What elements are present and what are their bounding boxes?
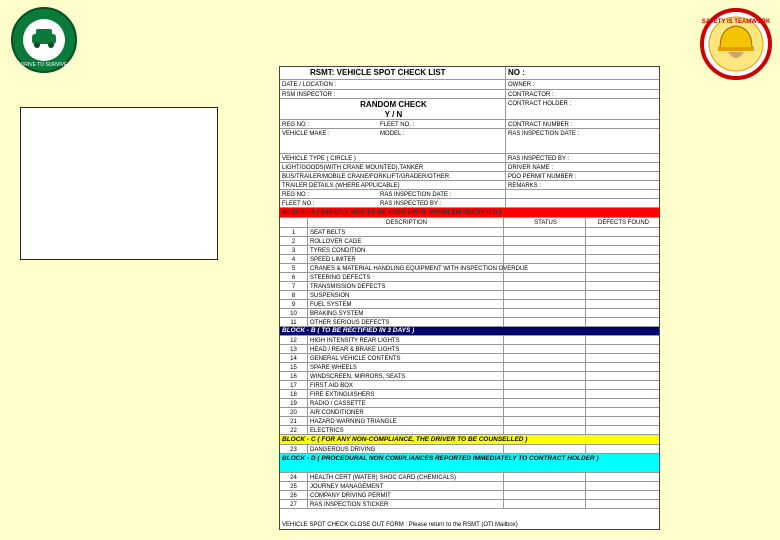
item-defects-cell[interactable]: [586, 228, 659, 236]
table-row: [280, 354, 659, 363]
item-defects-cell[interactable]: [586, 426, 659, 434]
item-description: STEERING DEFECTS: [308, 273, 504, 281]
item-status-cell[interactable]: [504, 246, 586, 254]
driver-name-field[interactable]: DRIVER NAME :: [508, 165, 554, 171]
item-status-cell[interactable]: [504, 445, 586, 453]
item-defects-cell[interactable]: [586, 237, 659, 245]
vehicle-make-field[interactable]: VEHICLE MAKE :: [282, 131, 330, 137]
form-row-vehicle-type: [280, 154, 659, 163]
item-number: 10: [280, 309, 308, 317]
form-no-label: NO :: [508, 68, 525, 77]
item-status-cell[interactable]: [504, 318, 586, 326]
item-status-cell[interactable]: [504, 473, 586, 481]
item-number: 9: [280, 300, 308, 308]
table-row: [280, 426, 659, 435]
item-status-cell[interactable]: [504, 345, 586, 353]
item-defects-cell[interactable]: [586, 291, 659, 299]
table-row: [280, 228, 659, 237]
item-description: OTHER SERIOUS DEFECTS: [308, 318, 504, 326]
item-defects-cell[interactable]: [586, 318, 659, 326]
table-row: [280, 282, 659, 291]
form-row-date: [280, 80, 659, 90]
blank-text-box: [20, 107, 218, 260]
item-number: 13: [280, 345, 308, 353]
item-status-cell[interactable]: [504, 381, 586, 389]
table-row: [280, 473, 659, 482]
item-description: FIRST AID BOX: [308, 381, 504, 389]
table-row: [280, 237, 659, 246]
item-number: 16: [280, 372, 308, 380]
col-defects-label: DEFECTS FOUND: [598, 220, 649, 226]
table-row: [280, 291, 659, 300]
form-row-type-a: [280, 163, 659, 172]
trailer-details-label: TRAILER DETAILS (WHERE APPLICABLE): [280, 181, 506, 189]
contract-holder-field[interactable]: CONTRACT HOLDER :: [508, 101, 572, 107]
item-defects-cell[interactable]: [586, 300, 659, 308]
item-description: TYRES CONDITION: [308, 246, 504, 254]
item-description: ELECTRICS: [308, 426, 504, 434]
table-row: [280, 390, 659, 399]
vehicle-type-label: VEHICLE TYPE ( CIRCLE ): [280, 154, 506, 162]
item-description: HAZARD WARNING TRIANGLE: [308, 417, 504, 425]
item-status-cell[interactable]: [504, 237, 586, 245]
item-defects-cell[interactable]: [586, 309, 659, 317]
form-row-inspector: [280, 90, 659, 99]
item-defects-cell[interactable]: [586, 381, 659, 389]
table-row: [280, 264, 659, 273]
trailer-ras-by-field[interactable]: RAS INSPECTED BY :: [378, 199, 506, 207]
table-row: [280, 300, 659, 309]
items-column-header: [280, 218, 659, 228]
item-number: 8: [280, 291, 308, 299]
item-number: 4: [280, 255, 308, 263]
block-a-header: BLOCK - A ( VEHICLE NOT TO BE USED UNTIL PROBLEM RECTIFIED ): [280, 208, 659, 218]
vehicle-type-option-b[interactable]: BUS/TRAILER/MOBILE CRANE/FORKLIFT/GRADER/OTHER: [280, 172, 506, 180]
pdo-permit-field[interactable]: PDO PERMIT NUMBER :: [508, 174, 577, 180]
item-number: 21: [280, 417, 308, 425]
item-description: BRAKING SYSTEM: [308, 309, 504, 317]
logo-right-text: SAFETY IS TEAMWORK: [701, 19, 771, 25]
table-row: [280, 482, 659, 491]
item-status-cell[interactable]: [504, 300, 586, 308]
item-number: 17: [280, 381, 308, 389]
item-status-cell[interactable]: [504, 500, 586, 508]
item-description: RADIO / CASSETTE: [308, 399, 504, 407]
table-row: [280, 500, 659, 509]
item-description: HEALTH CERT (WATER) SHOC CARD (CHEMICALS): [308, 473, 504, 481]
item-number: 14: [280, 354, 308, 362]
item-number: 25: [280, 482, 308, 490]
date-location-field[interactable]: DATE / LOCATION :: [280, 80, 506, 89]
form-row-trailer: [280, 181, 659, 190]
ras-inspection-date-field[interactable]: RAS INSPECTION DATE :: [508, 131, 580, 137]
fleet-no-field[interactable]: FLEET NO. :: [378, 120, 506, 128]
table-row: [280, 318, 659, 327]
item-status-cell[interactable]: [504, 309, 586, 317]
form-title: RSMT: VEHICLE SPOT CHECK LIST: [280, 67, 506, 79]
trailer-ras-date-field[interactable]: RAS INSPECTION DATE :: [378, 190, 506, 198]
reg-no-field[interactable]: REG NO :: [282, 122, 310, 128]
item-defects-cell[interactable]: [586, 354, 659, 362]
table-row: [280, 363, 659, 372]
item-description: DANGEROUS DRIVING: [308, 445, 504, 453]
table-row: [280, 309, 659, 318]
safety-is-teamwork-logo: [700, 8, 772, 80]
item-description: TRANSMISSION DEFECTS: [308, 282, 504, 290]
col-status-label: STATUS: [504, 218, 586, 227]
item-status-cell[interactable]: [504, 363, 586, 371]
item-description: SUSPENSION: [308, 291, 504, 299]
owner-field[interactable]: OWNER :: [508, 82, 535, 88]
item-number: 15: [280, 363, 308, 371]
table-row: [280, 273, 659, 282]
item-status-cell[interactable]: [504, 273, 586, 281]
item-number: 20: [280, 408, 308, 416]
item-defects-cell[interactable]: [586, 473, 659, 481]
vehicle-type-option-a[interactable]: LIGHT/GOODS(WITH CRANE MOUNTED),TANKER: [280, 163, 506, 171]
item-status-cell[interactable]: [504, 255, 586, 263]
contractor-field[interactable]: CONTRACTOR :: [508, 92, 554, 98]
col-description-label: DESCRIPTION: [308, 218, 504, 227]
item-defects-cell[interactable]: [586, 363, 659, 371]
item-description: CRANES & MATERIAL HANDLING EQUIPMENT WITH INSPECTION OVERDUE: [310, 266, 529, 272]
logo-left-text: DRIVE TO SURVIVE: [20, 62, 68, 68]
closeout-text: VEHICLE SPOT CHECK CLOSE OUT FORM : Please return to the RSMT (OTI Mailbox): [282, 522, 518, 528]
contract-number-field[interactable]: CONTRACT NUMBER :: [508, 122, 573, 128]
item-status-cell[interactable]: [504, 417, 586, 425]
item-description: SPARE WHEELS: [308, 363, 504, 371]
item-defects-cell[interactable]: [586, 417, 659, 425]
item-description: WINDSCREEN, MIRRORS, SEATS: [308, 372, 504, 380]
form-row-trailer-reg: [280, 190, 659, 199]
form-row-type-b: [280, 172, 659, 181]
item-number: 6: [280, 273, 308, 281]
model-field[interactable]: MODEL :: [378, 129, 506, 153]
item-defects-cell[interactable]: [586, 345, 659, 353]
item-description: HEAD / REAR & BRAKE LIGHTS: [308, 345, 504, 353]
rsm-inspector-field[interactable]: RSM INSPECTOR :: [280, 90, 506, 98]
item-status-cell[interactable]: [504, 426, 586, 434]
item-number: 11: [280, 318, 308, 326]
item-description: AIR CONDITIONER: [308, 408, 504, 416]
item-status-cell[interactable]: [504, 354, 586, 362]
random-check-yn[interactable]: Y / N: [384, 109, 403, 119]
item-description: ROLLOVER CAGE: [308, 237, 504, 245]
item-defects-cell[interactable]: [586, 372, 659, 380]
item-number: 23: [280, 445, 308, 453]
block-b-header: BLOCK - B ( TO BE RECTIFIED IN 3 DAYS ): [280, 327, 659, 336]
table-row: [280, 417, 659, 426]
item-defects-cell[interactable]: [586, 500, 659, 508]
item-status-cell[interactable]: [504, 372, 586, 380]
table-row: [280, 246, 659, 255]
item-description: JOURNEY MANAGEMENT: [308, 482, 504, 490]
item-description: FIRE EXTINGUISHERS: [308, 390, 504, 398]
item-number: 12: [280, 336, 308, 344]
table-row: [280, 399, 659, 408]
item-number: 7: [280, 282, 308, 290]
table-row: [280, 345, 659, 354]
item-description: GENERAL VEHICLE CONTENTS: [308, 354, 504, 362]
item-status-cell[interactable]: [504, 228, 586, 236]
item-defects-cell[interactable]: [586, 390, 659, 398]
item-number: 24: [280, 473, 308, 481]
item-number: 26: [280, 491, 308, 499]
ras-inspected-by-field[interactable]: RAS INSPECTED BY :: [508, 156, 570, 162]
table-row: [280, 445, 659, 454]
item-status-cell[interactable]: [504, 282, 586, 290]
table-row: [280, 255, 659, 264]
item-number: 5: [280, 264, 308, 272]
item-defects-cell[interactable]: [586, 491, 659, 499]
block-c-header: BLOCK - C ( FOR ANY NON-COMPLIANCE, THE DRIVER TO BE COUNSELLED ): [280, 435, 659, 445]
item-status-cell[interactable]: [504, 482, 586, 490]
item-number: 3: [280, 246, 308, 254]
item-status-cell[interactable]: [504, 291, 586, 299]
random-check-label: RANDOM CHECK: [360, 100, 427, 109]
item-number: 1: [280, 228, 308, 236]
closeout-row: [280, 519, 659, 531]
item-status-cell[interactable]: [504, 390, 586, 398]
item-status-cell[interactable]: [504, 336, 586, 344]
item-status-cell[interactable]: [504, 399, 586, 407]
remarks-field[interactable]: REMARKS :: [508, 183, 542, 189]
table-row: [280, 336, 659, 345]
item-number: 2: [280, 237, 308, 245]
block-d-header: BLOCK - D ( PROCEDURAL NON COMPLIANCES REPORTED IMMEDIATELY TO CONTRACT HOLDER ): [280, 454, 659, 473]
form-row-make: [280, 129, 659, 154]
item-description: FUEL SYSTEM: [308, 300, 504, 308]
form-row-reg: [280, 120, 659, 129]
item-defects-cell[interactable]: [586, 246, 659, 254]
item-status-cell[interactable]: [504, 491, 586, 499]
item-defects-cell[interactable]: [586, 482, 659, 490]
table-row: [280, 381, 659, 390]
item-defects-cell[interactable]: [586, 264, 659, 272]
item-number: 27: [280, 500, 308, 508]
drive-to-survive-logo: [10, 6, 78, 74]
item-description: RAS INSPECTION STICKER: [308, 500, 504, 508]
item-number: 19: [280, 399, 308, 407]
item-description: SEAT BELTS: [308, 228, 504, 236]
item-defects-cell[interactable]: [586, 336, 659, 344]
item-defects-cell[interactable]: [586, 399, 659, 407]
form-row-trailer-fleet: [280, 199, 659, 208]
item-number: 22: [280, 426, 308, 434]
item-description: HIGH INTENSITY REAR LIGHTS: [308, 336, 504, 344]
item-number: 18: [280, 390, 308, 398]
item-description: SPEED LIMITER: [308, 255, 504, 263]
item-defects-cell[interactable]: [586, 273, 659, 281]
item-defects-cell[interactable]: [586, 282, 659, 290]
table-row: [280, 408, 659, 417]
table-row: [280, 372, 659, 381]
trailer-reg-field[interactable]: REG NO :: [282, 192, 310, 198]
form-title-row: [280, 67, 659, 80]
item-defects-cell[interactable]: [586, 445, 659, 453]
item-defects-cell[interactable]: [586, 408, 659, 416]
item-status-cell[interactable]: [504, 264, 586, 272]
trailer-fleet-field[interactable]: FLEET NO :: [282, 201, 315, 207]
item-defects-cell[interactable]: [586, 255, 659, 263]
item-description: COMPANY DRIVING PERMIT: [308, 491, 504, 499]
table-row: [280, 491, 659, 500]
form-row-random-check: [280, 99, 659, 120]
item-status-cell[interactable]: [504, 408, 586, 416]
vehicle-spot-check-form: [279, 66, 660, 530]
